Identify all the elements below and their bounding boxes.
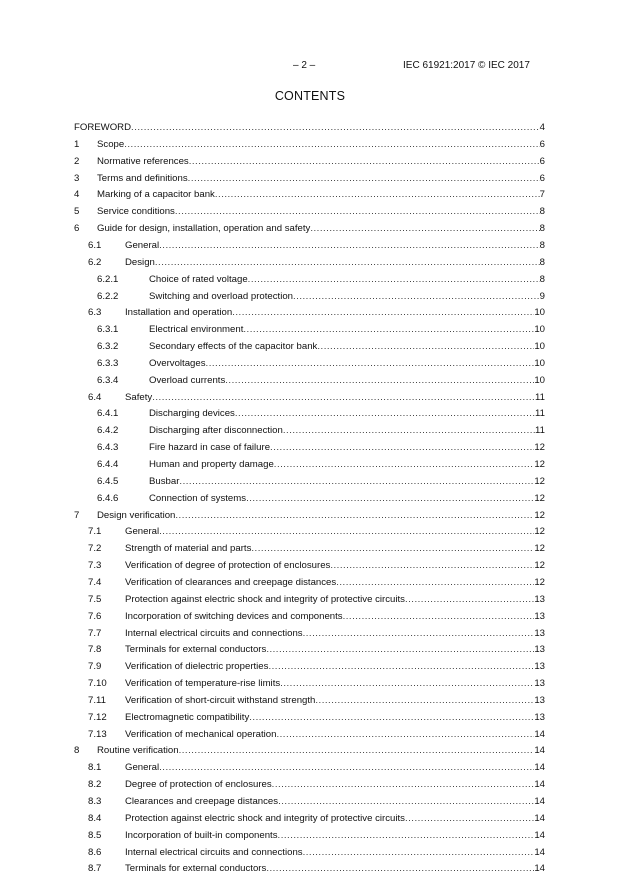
toc-entry-title: Overvoltages <box>149 357 206 369</box>
toc-entry-number: 8.6 <box>88 846 102 858</box>
toc-entry[interactable] <box>0 812 620 826</box>
toc-entry-page: 12 <box>534 560 545 572</box>
dot-leader <box>317 340 534 354</box>
toc-entry[interactable] <box>0 121 620 135</box>
toc-entry[interactable] <box>0 795 620 809</box>
toc-entry-number: 6.3.1 <box>97 324 119 336</box>
toc-entry-number: 2 <box>74 155 80 167</box>
toc-entry-title: Normative references <box>97 155 189 167</box>
toc-entry-title: Terminals for external conductors <box>125 644 267 656</box>
dot-leader <box>175 509 534 523</box>
dot-leader <box>155 256 540 270</box>
toc-entry[interactable] <box>0 643 620 657</box>
toc-entry-number: 4 <box>74 189 80 201</box>
toc-entry-page: 8 <box>539 256 545 268</box>
dot-leader <box>159 239 540 253</box>
toc-entry-title: Discharging devices <box>149 408 235 420</box>
toc-entry-number: 3 <box>74 172 80 184</box>
toc-entry-page: 14 <box>534 728 545 740</box>
toc-entry[interactable] <box>0 475 620 489</box>
toc-entry-page: 6 <box>539 138 545 150</box>
toc-entry-number: 6.1 <box>88 239 102 251</box>
toc-entry-number: 7.9 <box>88 661 102 673</box>
toc-entry-page: 12 <box>534 475 545 487</box>
toc-entry-title: Electromagnetic compatibility <box>125 711 250 723</box>
toc-entry-number: 6.3.4 <box>97 374 119 386</box>
toc-entry-number: 5 <box>74 206 80 218</box>
toc-entry-number: 6.4.6 <box>97 492 119 504</box>
dot-leader <box>251 542 534 556</box>
toc-entry-number: 7.3 <box>88 560 102 572</box>
toc-entry-number: 7.8 <box>88 644 102 656</box>
dot-leader <box>330 559 534 573</box>
dot-leader <box>303 627 535 641</box>
toc-entry[interactable] <box>0 323 620 337</box>
dot-leader <box>206 357 535 371</box>
toc-entry[interactable] <box>0 846 620 860</box>
toc-entry[interactable] <box>0 525 620 539</box>
toc-entry-page: 12 <box>534 492 545 504</box>
toc-entry-page: 13 <box>534 593 545 605</box>
toc-entry-number: 7.2 <box>88 543 102 555</box>
toc-entry-title: Secondary effects of the capacitor bank <box>149 341 318 353</box>
dot-leader <box>310 222 539 236</box>
dot-leader <box>152 391 535 405</box>
toc-entry-title: Protection against electric shock and integrity of protective circuits <box>125 812 405 824</box>
toc-entry-number: 7.4 <box>88 576 102 588</box>
toc-entry[interactable] <box>0 761 620 775</box>
toc-entry-title: Design verification <box>97 509 176 521</box>
toc-entry-page: 8 <box>539 206 545 218</box>
toc-entry-title: Fire hazard in case of failure <box>149 442 271 454</box>
dot-leader <box>276 728 534 742</box>
toc-entry-number: 6.4.4 <box>97 459 119 470</box>
toc-entry-number: 6.3 <box>88 307 102 319</box>
dot-leader <box>159 525 534 539</box>
toc-entry-title: Verification of clearances and creepage distances <box>125 576 337 588</box>
toc-entry-page: 8 <box>539 239 545 251</box>
document-id: IEC 61921:2017 © IEC 2017 <box>403 60 530 71</box>
toc-entry-number: 8.4 <box>88 812 102 824</box>
dot-leader <box>270 441 534 455</box>
toc-entry-title: Guide for design, installation, operation and safety <box>97 223 311 235</box>
toc-entry-page: 12 <box>534 459 545 470</box>
toc-entry-page: 13 <box>534 661 545 673</box>
toc-entry-title: Verification of degree of protection of enclosures <box>125 560 331 572</box>
toc-entry-title: Installation and operation <box>125 307 233 319</box>
toc-entry-title: Safety <box>125 391 153 403</box>
toc-entry-title: Degree of protection of enclosures <box>125 779 272 791</box>
toc-entry[interactable] <box>0 492 620 506</box>
toc-entry-title: Discharging after disconnection <box>149 425 283 437</box>
toc-entry-number: 7.1 <box>88 526 102 538</box>
dot-leader <box>243 323 534 337</box>
toc-entry-title: Terms and definitions <box>97 172 188 184</box>
toc-entry[interactable] <box>0 391 620 405</box>
toc-entry[interactable] <box>0 862 620 876</box>
toc-entry-page: 9 <box>539 290 545 302</box>
toc-entry-number: 7.13 <box>88 728 107 740</box>
toc-entry-number: 7.10 <box>88 678 107 690</box>
toc-entry-title: Terminals for external conductors <box>125 863 267 875</box>
toc-entry-title: Connection of systems <box>149 492 247 504</box>
toc-entry-page: 12 <box>534 509 545 521</box>
toc-entry-title: Verification of short-circuit withstand strength <box>125 694 316 706</box>
toc-entry-number: 6.2.2 <box>97 290 119 302</box>
toc-entry-page: 12 <box>534 442 545 454</box>
toc-entry-page: 11 <box>535 425 545 437</box>
toc-entry[interactable] <box>0 256 620 270</box>
toc-entry[interactable] <box>0 155 620 169</box>
toc-entry-number: 6.3.3 <box>97 357 119 369</box>
toc-entry[interactable] <box>0 542 620 556</box>
dot-leader <box>336 576 534 590</box>
toc-entry-number: 7.6 <box>88 610 102 622</box>
dot-leader <box>272 778 535 792</box>
toc-entry-page: 14 <box>534 779 545 791</box>
toc-entry-page: 6 <box>539 172 545 184</box>
toc-entry[interactable] <box>0 610 620 624</box>
toc-entry[interactable] <box>0 239 620 253</box>
toc-entry-number: 6.2.1 <box>97 273 119 285</box>
dot-leader <box>225 374 534 388</box>
toc-entry[interactable] <box>0 559 620 573</box>
toc-entry-number: 6 <box>74 223 80 235</box>
dot-leader <box>293 290 540 304</box>
toc-entry-number: 1 <box>74 138 80 150</box>
toc-entry-number: 7.12 <box>88 711 107 723</box>
dot-leader <box>188 172 540 186</box>
toc-entry[interactable] <box>0 172 620 186</box>
toc-entry-page: 13 <box>534 694 545 706</box>
dot-leader <box>405 593 534 607</box>
toc-entry[interactable] <box>0 424 620 438</box>
toc-entry-number: 6.4.3 <box>97 442 119 454</box>
toc-entry-title: Marking of a capacitor bank <box>97 189 215 201</box>
toc-entry[interactable] <box>0 306 620 320</box>
toc-entry[interactable] <box>0 273 620 287</box>
toc-entry-page: 14 <box>534 863 545 875</box>
toc-entry-title: Clearances and creepage distances <box>125 796 279 807</box>
toc-entry-number: 8.1 <box>88 762 102 774</box>
toc-entry-page: 8 <box>539 273 545 285</box>
toc-entry-number: 8.5 <box>88 829 102 841</box>
toc-entry-page: 6 <box>539 155 545 167</box>
dot-leader <box>249 711 534 725</box>
toc-entry-page: 14 <box>534 846 545 858</box>
toc-entry[interactable] <box>0 711 620 725</box>
toc-entry-title: Verification of mechanical operation <box>125 728 277 740</box>
toc-entry-number: 6.2 <box>88 256 102 268</box>
toc-entry-page: 11 <box>535 408 545 420</box>
toc-entry-page: 14 <box>534 745 545 757</box>
dot-leader <box>315 694 534 708</box>
dot-leader <box>175 205 540 219</box>
toc-entry-title: Protection against electric shock and integrity of protective circuits <box>125 593 405 605</box>
toc-entry-page: 14 <box>534 796 545 807</box>
toc-entry-page: 13 <box>534 711 545 723</box>
toc-entry-number: 8.2 <box>88 779 102 791</box>
toc-entry[interactable] <box>0 677 620 691</box>
dot-leader <box>124 138 539 152</box>
toc-entry-page: 13 <box>534 627 545 639</box>
toc-entry[interactable] <box>0 357 620 371</box>
toc-entry[interactable] <box>0 728 620 742</box>
toc-entry-page: 13 <box>534 610 545 622</box>
toc-entry[interactable] <box>0 441 620 455</box>
toc-entry-title: Switching and overload protection <box>149 290 293 302</box>
toc-entry[interactable] <box>0 660 620 674</box>
toc-entry-page: 12 <box>534 526 545 538</box>
toc-entry-title: General <box>125 526 160 538</box>
toc-entry-page: 7 <box>539 189 545 201</box>
toc-entry-title: Busbar <box>149 475 180 487</box>
dot-leader <box>232 306 534 320</box>
toc-entry[interactable] <box>0 829 620 843</box>
dot-leader <box>278 829 535 843</box>
dot-leader <box>303 846 535 860</box>
toc-entry[interactable] <box>0 222 620 236</box>
dot-leader <box>283 424 535 438</box>
toc-entry-title: FOREWORD <box>74 122 132 133</box>
toc-entry-title: Incorporation of built-in components <box>125 829 278 841</box>
toc-entry-title: Service conditions <box>97 206 175 218</box>
dot-leader <box>159 761 534 775</box>
toc-entry-title: Choice of rated voltage <box>149 273 248 285</box>
toc-entry[interactable] <box>0 694 620 708</box>
toc-entry-number: 6.4.1 <box>97 408 119 420</box>
toc-entry[interactable] <box>0 509 620 523</box>
toc-entry-page: 10 <box>534 307 545 319</box>
dot-leader <box>278 795 534 809</box>
dot-leader <box>189 155 540 169</box>
toc-entry-number: 7.7 <box>88 627 102 639</box>
dot-leader <box>280 677 534 691</box>
toc-entry-number: 8.3 <box>88 796 102 807</box>
toc-entry-title: General <box>125 239 160 251</box>
toc-entry-page: 10 <box>534 341 545 353</box>
dot-leader <box>235 407 535 421</box>
toc-entry-page: 14 <box>534 812 545 824</box>
dot-leader <box>343 610 535 624</box>
toc-entry[interactable] <box>0 778 620 792</box>
dot-leader <box>179 475 534 489</box>
toc-entry-page: 10 <box>534 374 545 386</box>
dot-leader <box>215 188 540 202</box>
toc-entry-number: 6.3.2 <box>97 341 119 353</box>
toc-entry-title: Internal electrical circuits and connections <box>125 846 303 858</box>
toc-entry[interactable] <box>0 374 620 388</box>
toc-entry-title: Electrical environment <box>149 324 244 336</box>
dot-leader <box>405 812 534 826</box>
toc-entry-title: Incorporation of switching devices and components <box>125 610 343 622</box>
toc-entry-title: Human and property damage <box>149 459 274 470</box>
toc-entry-number: 8 <box>74 745 80 757</box>
toc-entry[interactable] <box>0 290 620 304</box>
toc-entry-title: Strength of material and parts <box>125 543 252 555</box>
toc-entry-number: 7 <box>74 509 80 521</box>
toc-entry-page: 8 <box>539 223 545 235</box>
page-title: CONTENTS <box>274 89 346 103</box>
toc-entry-page: 12 <box>534 576 545 588</box>
toc-entry[interactable] <box>0 205 620 219</box>
toc-entry-number: 7.11 <box>88 694 106 706</box>
toc-entry[interactable] <box>0 138 620 152</box>
toc-entry-number: 8.7 <box>88 863 102 875</box>
toc-entry-page: 4 <box>539 122 545 133</box>
toc-entry[interactable] <box>0 340 620 354</box>
toc-entry-page: 13 <box>534 644 545 656</box>
toc-entry[interactable] <box>0 744 620 758</box>
dot-leader <box>268 660 534 674</box>
toc-entry[interactable] <box>0 458 620 472</box>
toc-entry[interactable] <box>0 188 620 202</box>
toc-entry-title: Verification of dielectric properties <box>125 661 269 673</box>
toc-entry-title: Internal electrical circuits and connections <box>125 627 303 639</box>
toc-entry-page: 11 <box>535 391 545 403</box>
dot-leader <box>246 492 534 506</box>
dot-leader <box>179 744 535 758</box>
toc-entry-title: Scope <box>97 138 125 150</box>
toc-entry-page: 14 <box>534 762 545 774</box>
dot-leader <box>131 121 540 135</box>
toc-entry-title: General <box>125 762 160 774</box>
toc-entry-page: 10 <box>534 357 545 369</box>
toc-entry[interactable] <box>0 407 620 421</box>
toc-entry-number: 6.4.5 <box>97 475 119 487</box>
toc-entry-number: 6.4.2 <box>97 425 119 437</box>
toc-entry-page: 14 <box>534 829 545 841</box>
toc-entry-page: 12 <box>534 543 545 555</box>
toc-entry-number: 6.4 <box>88 391 102 403</box>
dot-leader <box>248 273 540 287</box>
toc-entry[interactable] <box>0 593 620 607</box>
dot-leader <box>274 458 535 472</box>
dot-leader <box>266 643 534 657</box>
toc-entry[interactable] <box>0 576 620 590</box>
toc-entry-number: 7.5 <box>88 593 102 605</box>
dot-leader <box>266 862 534 876</box>
toc-entry-title: Overload currents <box>149 374 226 386</box>
page-number: – 2 – <box>293 60 316 71</box>
toc-entry-title: Design <box>125 256 155 268</box>
toc-entry-title: Verification of temperature-rise limits <box>125 678 281 690</box>
toc-entry-page: 13 <box>534 678 545 690</box>
toc-entry[interactable] <box>0 627 620 641</box>
toc-entry-title: Routine verification <box>97 745 179 757</box>
toc-entry-page: 10 <box>534 324 545 336</box>
